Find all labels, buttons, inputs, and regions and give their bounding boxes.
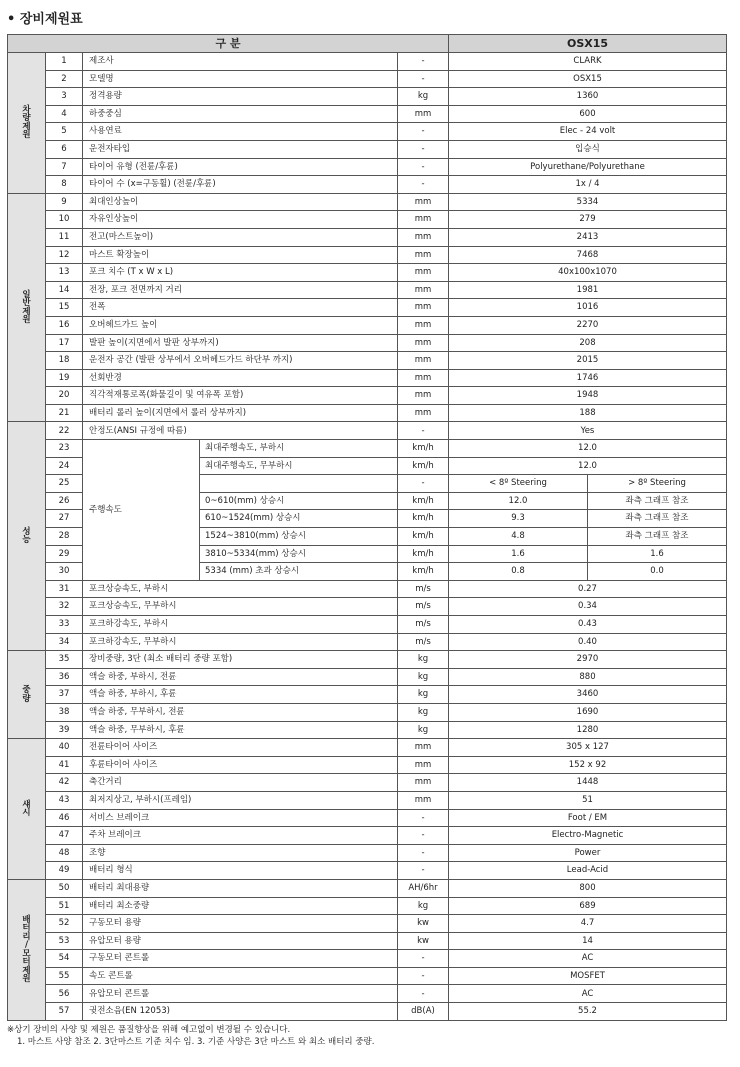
spec-unit: -	[398, 140, 449, 158]
spec-unit: kg	[398, 88, 449, 106]
spec-unit: mm	[398, 211, 449, 229]
spec-name: 정격용량	[83, 88, 398, 106]
row-number: 4	[46, 105, 83, 123]
row-number: 20	[46, 387, 83, 405]
spec-value: 305 x 127	[449, 739, 727, 757]
spec-value: 1x / 4	[449, 176, 727, 194]
spec-name: 최대인상높이	[83, 193, 398, 211]
spec-value: 12.0	[449, 440, 727, 458]
table-row	[8, 422, 727, 440]
spec-unit: mm	[398, 369, 449, 387]
spec-unit: m/s	[398, 580, 449, 598]
section-label: 중 량	[8, 651, 46, 739]
row-number: 31	[46, 580, 83, 598]
spec-value-low-steering: 12.0	[449, 492, 588, 510]
spec-value: 14	[449, 932, 727, 950]
header-model: OSX15	[449, 35, 727, 53]
spec-value: Yes	[449, 422, 727, 440]
table-row	[8, 316, 727, 334]
row-number: 34	[46, 633, 83, 651]
row-number: 5	[46, 123, 83, 141]
row-number: 1	[46, 53, 83, 71]
spec-value: Electro-Magnetic	[449, 827, 727, 845]
row-number: 38	[46, 703, 83, 721]
row-number: 27	[46, 510, 83, 528]
row-number: 55	[46, 967, 83, 985]
spec-name: 전고(마스트높이)	[83, 228, 398, 246]
spec-value: CLARK	[449, 53, 727, 71]
spec-unit: kg	[398, 686, 449, 704]
row-number: 56	[46, 985, 83, 1003]
spec-name: 귓전소음(EN 12053)	[83, 1003, 398, 1021]
table-row	[8, 791, 727, 809]
spec-name: 배터리 최대용량	[83, 879, 398, 897]
spec-value: 208	[449, 334, 727, 352]
spec-value: 1360	[449, 88, 727, 106]
table-row	[8, 686, 727, 704]
row-number: 24	[46, 457, 83, 475]
spec-unit: mm	[398, 352, 449, 370]
spec-unit: -	[398, 809, 449, 827]
spec-value: 51	[449, 791, 727, 809]
row-number: 17	[46, 334, 83, 352]
spec-value: Foot / EM	[449, 809, 727, 827]
spec-value: Elec - 24 volt	[449, 123, 727, 141]
spec-unit: -	[398, 422, 449, 440]
table-row	[8, 862, 727, 880]
table-row	[8, 404, 727, 422]
spec-subname: 5334 (mm) 초과 상승시	[200, 563, 398, 581]
row-number: 29	[46, 545, 83, 563]
spec-unit: mm	[398, 246, 449, 264]
spec-value-high-steering: 좌측 그래프 참조	[588, 510, 727, 528]
spec-value: 7468	[449, 246, 727, 264]
table-row	[8, 774, 727, 792]
spec-unit: km/h	[398, 528, 449, 546]
row-number: 42	[46, 774, 83, 792]
row-number: 43	[46, 791, 83, 809]
spec-value: 12.0	[449, 457, 727, 475]
table-row	[8, 580, 727, 598]
row-number: 41	[46, 756, 83, 774]
row-number: 23	[46, 440, 83, 458]
table-row	[8, 932, 727, 950]
section-label: 섀 시	[8, 739, 46, 880]
table-row	[8, 756, 727, 774]
spec-name: 구동모터 콘트롤	[83, 950, 398, 968]
table-row	[8, 246, 727, 264]
spec-name: 서비스 브레이크	[83, 809, 398, 827]
spec-unit: -	[398, 70, 449, 88]
row-number: 26	[46, 492, 83, 510]
spec-unit: kw	[398, 915, 449, 933]
spec-value-low-steering: 1.6	[449, 545, 588, 563]
spec-unit: mm	[398, 774, 449, 792]
spec-name: 액슬 하중, 무부하시, 전륜	[83, 703, 398, 721]
row-number: 33	[46, 616, 83, 634]
table-row	[8, 616, 727, 634]
spec-unit: mm	[398, 228, 449, 246]
spec-name: 발판 높이(지면에서 발판 상부까지)	[83, 334, 398, 352]
table-row	[8, 633, 727, 651]
row-number: 37	[46, 686, 83, 704]
spec-unit: -	[398, 827, 449, 845]
spec-name: 선회반경	[83, 369, 398, 387]
spec-unit: mm	[398, 387, 449, 405]
spec-value: 3460	[449, 686, 727, 704]
spec-unit: km/h	[398, 440, 449, 458]
steering-header-low: < 8º Steering	[449, 475, 588, 493]
table-row	[8, 440, 727, 458]
section-label: 성 능	[8, 422, 46, 651]
spec-value: OSX15	[449, 70, 727, 88]
spec-name: 운전자타입	[83, 140, 398, 158]
spec-value: 1746	[449, 369, 727, 387]
spec-name: 주차 브레이크	[83, 827, 398, 845]
row-number: 28	[46, 528, 83, 546]
spec-unit: -	[398, 862, 449, 880]
spec-value-low-steering: 4.8	[449, 528, 588, 546]
spec-value: 2413	[449, 228, 727, 246]
spec-name: 제조사	[83, 53, 398, 71]
spec-value-high-steering: 좌측 그래프 참조	[588, 492, 727, 510]
spec-value: 1448	[449, 774, 727, 792]
row-number: 11	[46, 228, 83, 246]
spec-name: 포크상승속도, 무부하시	[83, 598, 398, 616]
spec-unit: mm	[398, 791, 449, 809]
spec-value: 0.40	[449, 633, 727, 651]
spec-value: 55.2	[449, 1003, 727, 1021]
spec-table	[7, 34, 727, 1021]
spec-value: AC	[449, 985, 727, 1003]
row-number: 6	[46, 140, 83, 158]
spec-unit: mm	[398, 316, 449, 334]
spec-subname: 3810~5334(mm) 상승시	[200, 545, 398, 563]
spec-name: 타이어 수 (x=구동휠) (전륜/후륜)	[83, 176, 398, 194]
table-row	[8, 105, 727, 123]
spec-unit: -	[398, 176, 449, 194]
spec-value: 0.27	[449, 580, 727, 598]
spec-value: 2015	[449, 352, 727, 370]
spec-name: 배터리 형식	[83, 862, 398, 880]
table-row	[8, 176, 727, 194]
spec-value: 1981	[449, 281, 727, 299]
spec-name: 축간거리	[83, 774, 398, 792]
footnote-line-1: ※상기 장비의 사양 및 제원은 품질향상을 위해 예고없이 변경될 수 있습니다.	[7, 1025, 291, 1035]
table-row	[8, 950, 727, 968]
spec-name: 직각적재통로폭(화물길이 및 여유폭 포함)	[83, 387, 398, 405]
spec-name: 액슬 하중, 부하시, 후륜	[83, 686, 398, 704]
table-row	[8, 53, 727, 71]
spec-name: 배터리 최소중량	[83, 897, 398, 915]
spec-name: 장비중량, 3단 (최소 배터리 중량 포함)	[83, 651, 398, 669]
spec-name: 타이어 유형 (전륜/후륜)	[83, 158, 398, 176]
spec-name: 자유인상높이	[83, 211, 398, 229]
spec-name: 운전자 공간 (발판 상부에서 오버헤드가드 하단부 까지)	[83, 352, 398, 370]
spec-name: 마스트 확장높이	[83, 246, 398, 264]
footnotes	[7, 1025, 374, 1049]
spec-value: Power	[449, 844, 727, 862]
spec-name: 모델명	[83, 70, 398, 88]
spec-unit: mm	[398, 105, 449, 123]
table-row	[8, 809, 727, 827]
row-number: 52	[46, 915, 83, 933]
table-row	[8, 879, 727, 897]
table-row	[8, 281, 727, 299]
header-category: 구 분	[8, 35, 449, 53]
table-row	[8, 915, 727, 933]
row-number: 10	[46, 211, 83, 229]
table-row	[8, 387, 727, 405]
table-header-row	[8, 35, 727, 53]
table-row	[8, 264, 727, 282]
row-number: 19	[46, 369, 83, 387]
spec-name: 최저지상고, 부하시(프레임)	[83, 791, 398, 809]
row-number: 9	[46, 193, 83, 211]
row-number: 54	[46, 950, 83, 968]
table-row	[8, 228, 727, 246]
spec-name: 구동모터 용량	[83, 915, 398, 933]
spec-value-low-steering: 9.3	[449, 510, 588, 528]
spec-subname: 최대주행속도, 무부하시	[200, 457, 398, 475]
spec-name: 사용연료	[83, 123, 398, 141]
spec-unit: mm	[398, 193, 449, 211]
spec-name: 전륜타이어 사이즈	[83, 739, 398, 757]
spec-value: AC	[449, 950, 727, 968]
spec-unit: km/h	[398, 510, 449, 528]
page-title: • 장비제원표	[7, 12, 83, 27]
spec-unit: km/h	[398, 545, 449, 563]
spec-subname: 0~610(mm) 상승시	[200, 492, 398, 510]
footnote-line-2: 1. 마스트 사양 참조 2. 3단마스트 기준 치수 임. 3. 기준 사양은 3단 마스트 와 최소 배터리 중량.	[17, 1036, 375, 1047]
row-number: 2	[46, 70, 83, 88]
spec-unit: -	[398, 950, 449, 968]
spec-unit: m/s	[398, 616, 449, 634]
spec-value: Lead-Acid	[449, 862, 727, 880]
travel-speed-label: 주행속도	[83, 440, 200, 581]
table-row	[8, 651, 727, 669]
spec-unit: km/h	[398, 457, 449, 475]
spec-unit: mm	[398, 264, 449, 282]
spec-value: 0.43	[449, 616, 727, 634]
spec-value-high-steering: 0.0	[588, 563, 727, 581]
spec-name: 배터리 롤러 높이(지면에서 롤러 상부까지)	[83, 404, 398, 422]
spec-value: Polyurethane/Polyurethane	[449, 158, 727, 176]
spec-name: 포크하강속도, 부하시	[83, 616, 398, 634]
table-row	[8, 897, 727, 915]
table-row	[8, 827, 727, 845]
spec-subname: 최대주행속도, 부하시	[200, 440, 398, 458]
spec-unit: mm	[398, 299, 449, 317]
spec-unit: mm	[398, 404, 449, 422]
spec-value: 1280	[449, 721, 727, 739]
table-row	[8, 844, 727, 862]
spec-value: 880	[449, 668, 727, 686]
spec-unit: mm	[398, 334, 449, 352]
spec-value-high-steering: 1.6	[588, 545, 727, 563]
spec-value: 5334	[449, 193, 727, 211]
row-number: 14	[46, 281, 83, 299]
table-row	[8, 158, 727, 176]
spec-unit: -	[398, 475, 449, 493]
spec-value: 1690	[449, 703, 727, 721]
spec-value: 2270	[449, 316, 727, 334]
table-row	[8, 193, 727, 211]
spec-unit: kg	[398, 651, 449, 669]
table-row	[8, 140, 727, 158]
row-number: 39	[46, 721, 83, 739]
row-number: 12	[46, 246, 83, 264]
spec-value: 1016	[449, 299, 727, 317]
spec-unit: km/h	[398, 492, 449, 510]
spec-value: 152 x 92	[449, 756, 727, 774]
spec-unit: mm	[398, 739, 449, 757]
row-number: 57	[46, 1003, 83, 1021]
table-row	[8, 211, 727, 229]
spec-value: 4.7	[449, 915, 727, 933]
row-number: 8	[46, 176, 83, 194]
row-number: 53	[46, 932, 83, 950]
row-number: 15	[46, 299, 83, 317]
row-number: 25	[46, 475, 83, 493]
row-number: 21	[46, 404, 83, 422]
spec-unit: -	[398, 844, 449, 862]
spec-unit: -	[398, 123, 449, 141]
spec-unit: km/h	[398, 563, 449, 581]
spec-name: 포크상승속도, 부하시	[83, 580, 398, 598]
spec-value: 0.34	[449, 598, 727, 616]
table-row	[8, 703, 727, 721]
spec-unit: kg	[398, 668, 449, 686]
spec-name: 유압모터 용량	[83, 932, 398, 950]
section-label: 차 량 제 원	[8, 53, 46, 194]
spec-subname: 610~1524(mm) 상승시	[200, 510, 398, 528]
row-number: 32	[46, 598, 83, 616]
table-row	[8, 598, 727, 616]
blank-cell	[200, 475, 398, 493]
spec-value: 279	[449, 211, 727, 229]
spec-name: 후륜타이어 사이즈	[83, 756, 398, 774]
spec-name: 안정도(ANSI 규정에 따름)	[83, 422, 398, 440]
spec-unit: -	[398, 53, 449, 71]
spec-name: 포크하강속도, 무부하시	[83, 633, 398, 651]
table-row	[8, 299, 727, 317]
spec-unit: kw	[398, 932, 449, 950]
row-number: 3	[46, 88, 83, 106]
row-number: 49	[46, 862, 83, 880]
spec-value: 600	[449, 105, 727, 123]
row-number: 50	[46, 879, 83, 897]
spec-value: 689	[449, 897, 727, 915]
row-number: 48	[46, 844, 83, 862]
spec-unit: m/s	[398, 598, 449, 616]
spec-subname: 1524~3810(mm) 상승시	[200, 528, 398, 546]
spec-unit: m/s	[398, 633, 449, 651]
row-number: 46	[46, 809, 83, 827]
spec-value-high-steering: 좌측 그래프 참조	[588, 528, 727, 546]
spec-name: 액슬 하중, 부하시, 전륜	[83, 668, 398, 686]
spec-value: 800	[449, 879, 727, 897]
spec-value-low-steering: 0.8	[449, 563, 588, 581]
table-row	[8, 1003, 727, 1021]
table-row	[8, 721, 727, 739]
spec-value: 입승식	[449, 140, 727, 158]
spec-unit: kg	[398, 897, 449, 915]
spec-name: 포크 치수 (T x W x L)	[83, 264, 398, 282]
spec-unit: kg	[398, 703, 449, 721]
spec-name: 조향	[83, 844, 398, 862]
table-row	[8, 668, 727, 686]
spec-unit: kg	[398, 721, 449, 739]
row-number: 18	[46, 352, 83, 370]
row-number: 51	[46, 897, 83, 915]
spec-unit: dB(A)	[398, 1003, 449, 1021]
spec-name: 액슬 하중, 무부하시, 후륜	[83, 721, 398, 739]
steering-header-high: > 8º Steering	[588, 475, 727, 493]
spec-unit: mm	[398, 756, 449, 774]
spec-name: 전폭	[83, 299, 398, 317]
table-row	[8, 70, 727, 88]
table-row	[8, 985, 727, 1003]
row-number: 13	[46, 264, 83, 282]
section-label: 일 반 제 원	[8, 193, 46, 422]
spec-name: 오버헤드가드 높이	[83, 316, 398, 334]
row-number: 40	[46, 739, 83, 757]
spec-value: 1948	[449, 387, 727, 405]
spec-name: 유압모터 콘트롤	[83, 985, 398, 1003]
spec-unit: mm	[398, 281, 449, 299]
spec-unit: AH/6hr	[398, 879, 449, 897]
row-number: 22	[46, 422, 83, 440]
table-row	[8, 967, 727, 985]
row-number: 36	[46, 668, 83, 686]
spec-value: MOSFET	[449, 967, 727, 985]
spec-name: 하중중심	[83, 105, 398, 123]
spec-name: 속도 콘트롤	[83, 967, 398, 985]
row-number: 47	[46, 827, 83, 845]
table-row	[8, 334, 727, 352]
row-number: 35	[46, 651, 83, 669]
spec-unit: -	[398, 967, 449, 985]
spec-value: 188	[449, 404, 727, 422]
spec-value: 40x100x1070	[449, 264, 727, 282]
table-row	[8, 369, 727, 387]
row-number: 16	[46, 316, 83, 334]
spec-name: 전장, 포크 전면까지 거리	[83, 281, 398, 299]
spec-unit: -	[398, 985, 449, 1003]
table-row	[8, 352, 727, 370]
table-row	[8, 739, 727, 757]
row-number: 7	[46, 158, 83, 176]
spec-value: 2970	[449, 651, 727, 669]
row-number: 30	[46, 563, 83, 581]
table-row	[8, 123, 727, 141]
table-row	[8, 88, 727, 106]
spec-unit: -	[398, 158, 449, 176]
section-label: 배 터 리 / 모 터 제 원	[8, 879, 46, 1020]
